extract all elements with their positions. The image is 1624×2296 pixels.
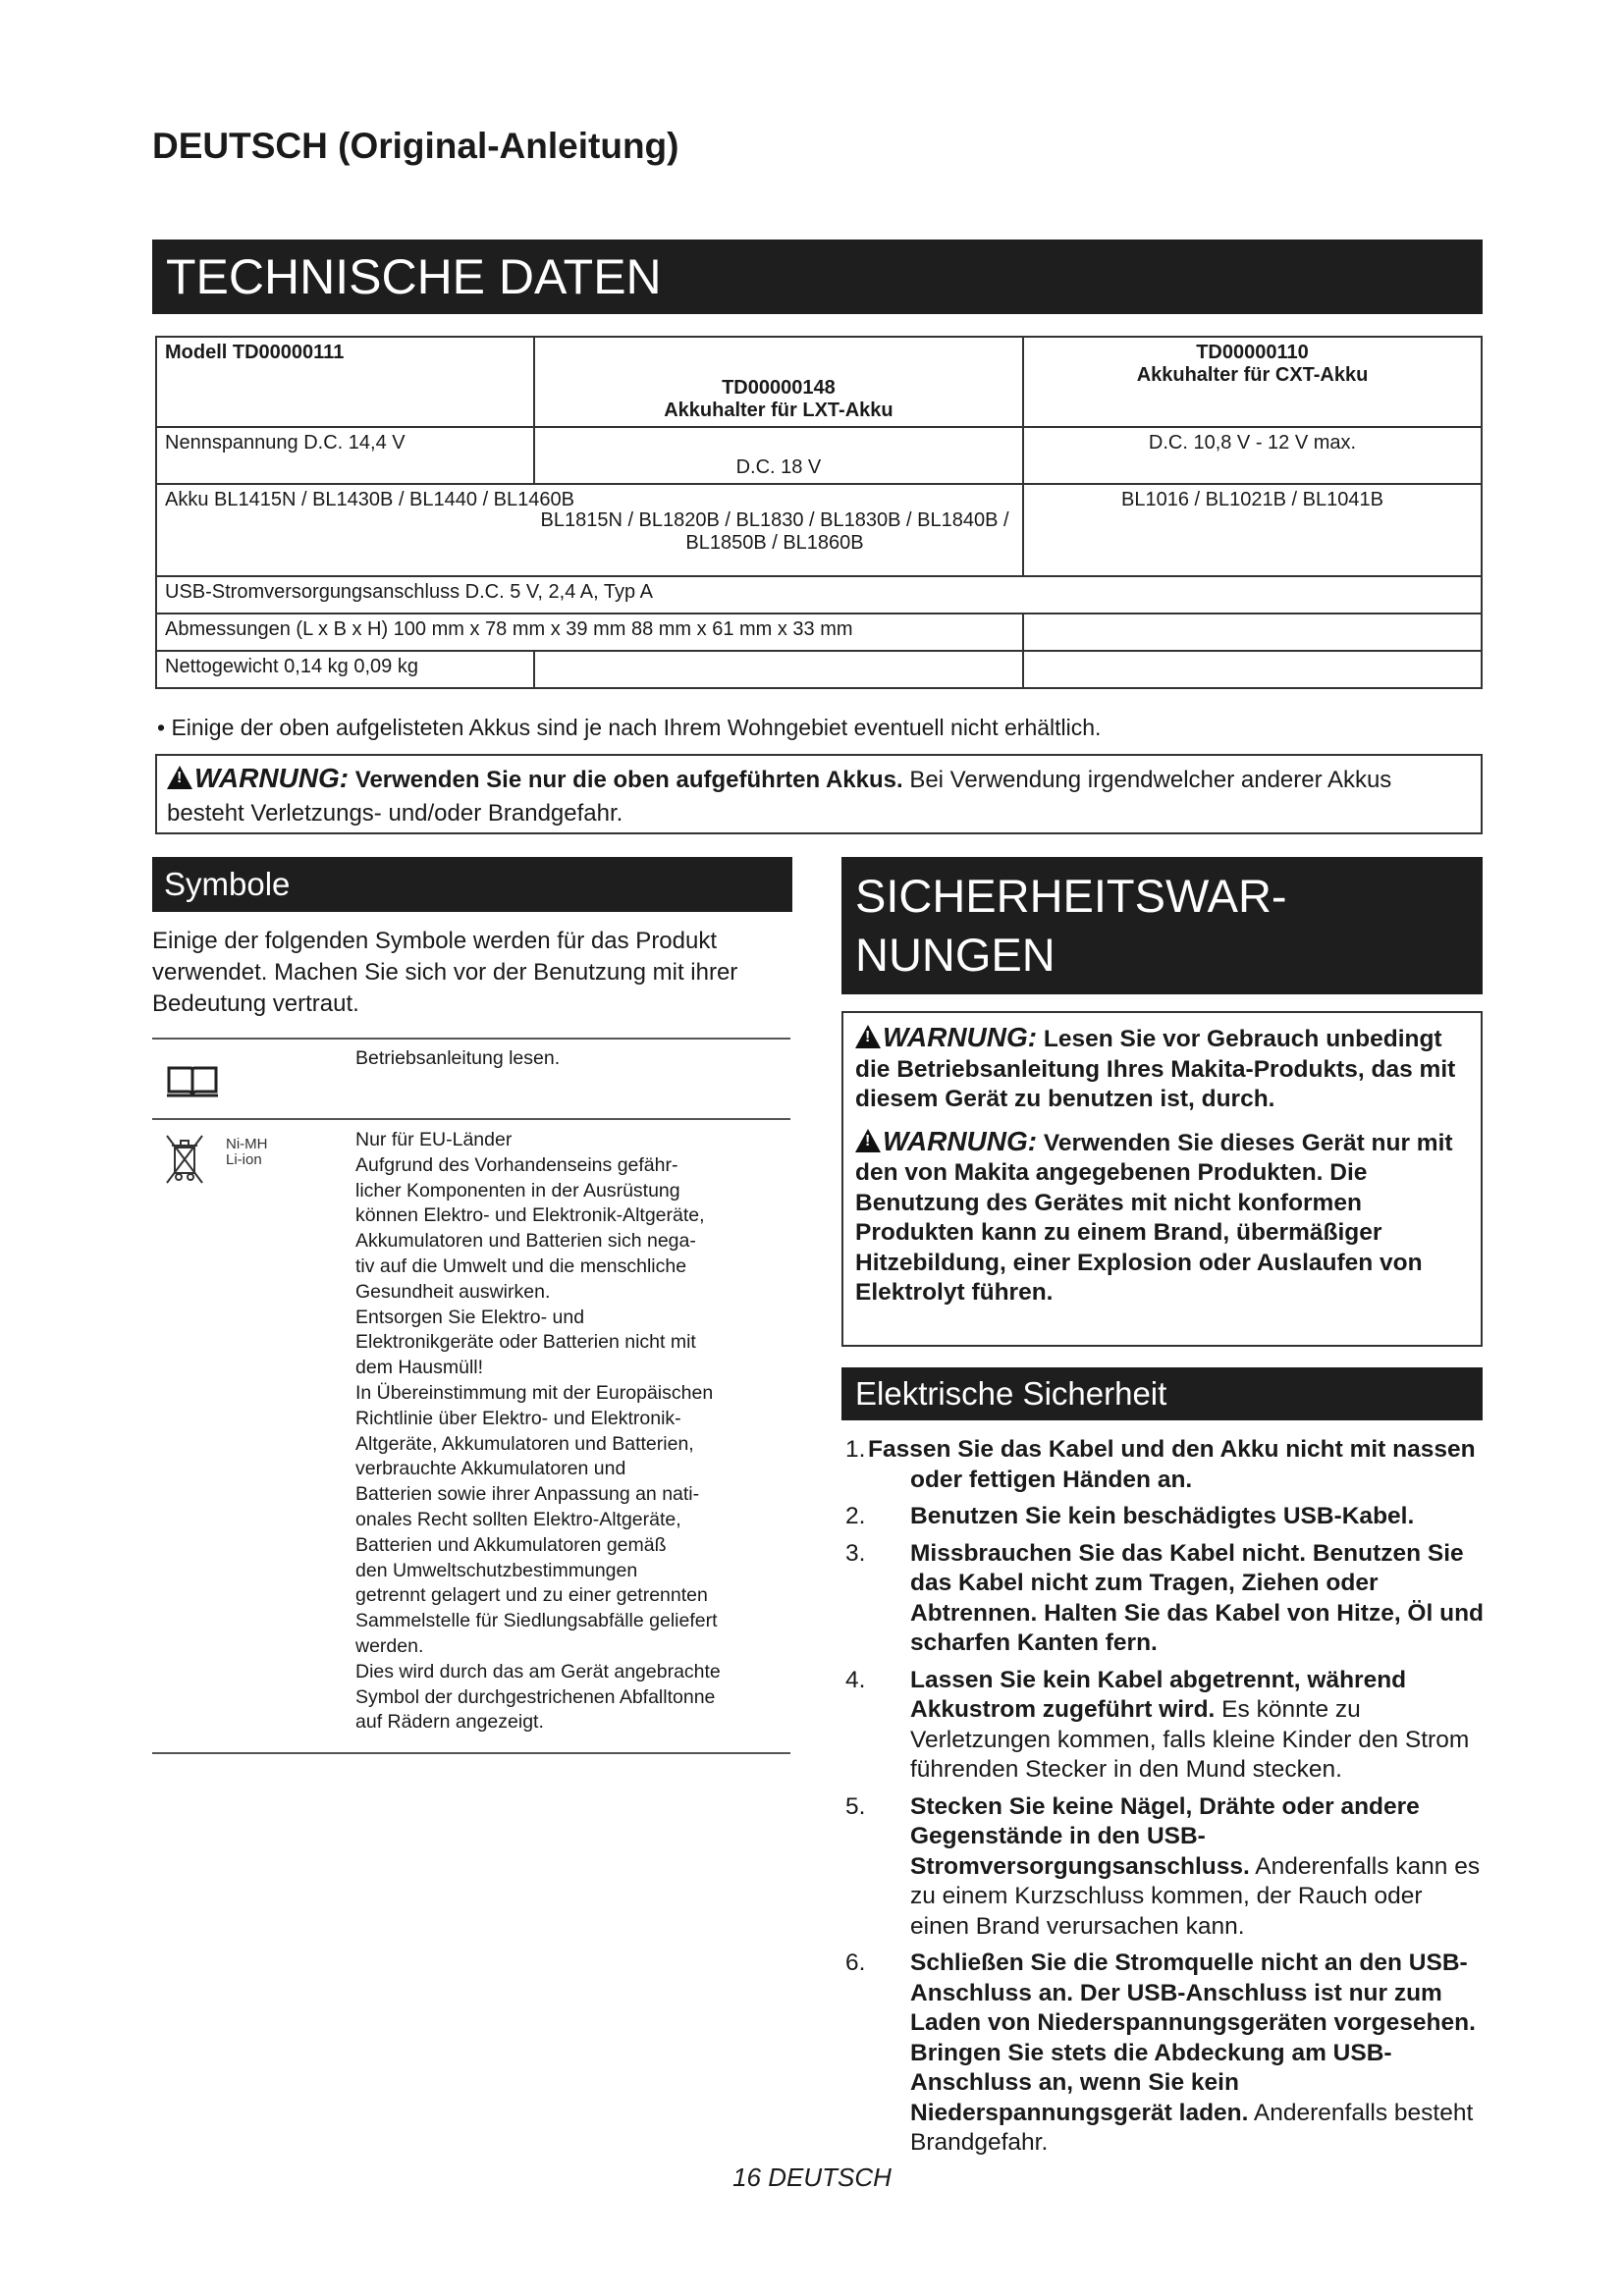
spec-cell: Modell TD00000111 bbox=[156, 337, 534, 427]
table-row bbox=[156, 614, 1482, 651]
spec-cell: Abmessungen (L x B x H) 100 mm x 78 mm x 39 mm 88 mm x 61 mm x 33 mm bbox=[156, 614, 1023, 651]
spec-cell bbox=[1023, 614, 1482, 651]
list-item: 6. Schließen Sie die Stromquelle nicht an den USB-Anschluss an. Der USB-Anschluss ist nur zum Laden von Niederspannungsgeräten vorgesehen. Bringen Sie stets die Abdeckung am USB-Anschluss an, wenn Sie kein Niederspannungsgerät laden. Anderenfalls besteht Brandgefahr. bbox=[845, 1949, 1476, 2156]
symbols-heading: Symbole bbox=[152, 857, 792, 912]
electrical-safety-heading: Elektrische Sicherheit bbox=[841, 1367, 1483, 1420]
weee-description: Nur für EU-Länder Aufgrund des Vorhandenseins gefähr- licher Komponenten in der Ausrüstung können Elektro- und Elektronik-Altgeräte, Akkumulatoren und Batterien sich nega- tiv auf die Umwelt und die menschliche Gesundheit auswirken. Entsorgen Sie Elektro- und Elektronikgeräte oder Batterien nicht mit dem Hausmüll! In Übereinstimmung mit der Europäischen Richtlinie über Elektro- und Elektronik- Altgeräte, Akkumulatoren und Batterien, verbrauchte Akkumulatoren und Batterien sowie ihrer Anpassung an nati- onales Recht sollten Elektro-Altgeräte, Batterien und Akkumulatoren gemäß den Umweltschutzbestimmungen getrennt gelagert und zu einer getrennten Sammelstelle für Siedlungsabfälle geliefert werden. Dies wird durch das am Gerät angebrachte Symbol der durchgestrichenen Abfalltonne auf Rädern angezeigt. bbox=[355, 1129, 721, 1734]
spec-table bbox=[155, 336, 1483, 689]
divider bbox=[152, 1038, 790, 1040]
table-row bbox=[156, 337, 1482, 427]
spec-cell bbox=[1023, 651, 1482, 688]
spec-cell: D.C. 18 V bbox=[534, 427, 1023, 484]
safety-warning-box: !WARNUNG: Lesen Sie vor Gebrauch unbedingt die Betriebsanleitung Ihres Makita-Produkts, das mit diesem Gerät zu benutzen ist, durch. !WARNUNG: Verwenden Sie dieses Gerät nur mit den von Makita angegebenen Produkten. Die Benutzung des Gerätes mit nicht konformen Produkten kann zu einem Brand, übermäßiger Hitzebildung, einer Explosion oder Auslaufen von Elektrolyt führen. bbox=[841, 1011, 1483, 1347]
table-row bbox=[156, 651, 1482, 688]
language-title: DEUTSCH (Original-Anleitung) bbox=[152, 126, 679, 166]
spec-cell: TD00000148 Akkuhalter für LXT-Akku bbox=[534, 337, 1023, 427]
symbols-intro: Einige der folgenden Symbole werden für das Produkt verwendet. Machen Sie sich vor der Benutzung mit ihrer Bedeutung vertraut. bbox=[152, 928, 738, 1017]
warning-icon bbox=[855, 1025, 881, 1048]
safety-warnings-heading: SICHERHEITSWAR- NUNGEN bbox=[841, 857, 1483, 994]
crossed-bin-icon bbox=[165, 1132, 204, 1192]
table-row bbox=[156, 427, 1482, 484]
battery-type-label: Ni-MH Li-ion bbox=[226, 1136, 268, 1168]
spec-cell: D.C. 10,8 V - 12 V max. bbox=[1023, 427, 1482, 484]
spec-cell: BL1016 / BL1021B / BL1041B bbox=[1023, 484, 1482, 576]
list-item: 5. Stecken Sie keine Nägel, Drähte oder andere Gegenstände in den USB-Stromversorgungsanschluss. Anderenfalls kann es zu einem Kurzschluss kommen, der Rauch oder einen Brand verursachen kann. bbox=[845, 1792, 1481, 1940]
warning-icon bbox=[167, 766, 192, 789]
table-row bbox=[156, 484, 1482, 576]
spec-cell: USB-Stromversorgungsanschluss D.C. 5 V, 2,4 A, Typ A bbox=[156, 576, 1482, 614]
list-item: 4. Lassen Sie kein Kabel abgetrennt, während Akkustrom zugeführt wird. Es könnte zu Verletzungen kommen, falls kleine Kinder den Strom führenden Stecker in den Mund stecken. bbox=[845, 1666, 1470, 1783]
spec-cell: Nennspannung D.C. 14,4 V bbox=[156, 427, 534, 484]
spec-cell bbox=[534, 651, 1023, 688]
warning-icon bbox=[855, 1129, 881, 1152]
list-item: 3. Missbrauchen Sie das Kabel nicht. Benutzen Sie das Kabel nicht zum Tragen, Ziehen oder Abtrennen. Halten Sie das Kabel von Hitze, Öl und scharfen Kanten fern. bbox=[845, 1539, 1485, 1656]
electrical-safety-list bbox=[841, 1435, 1485, 2165]
spec-cell: Nettogewicht 0,14 kg 0,09 kg bbox=[156, 651, 534, 688]
spec-cell: Akku BL1415N / BL1430B / BL1440 / BL1460B BL1815N / BL1820B / BL1830 / BL1830B / BL1840B / BL1850B / BL1860B bbox=[156, 484, 1023, 576]
divider bbox=[152, 1752, 790, 1754]
page-footer: 16 DEUTSCH bbox=[732, 2163, 892, 2192]
availability-note: • Einige der oben aufgelisteten Akkus sind je nach Ihrem Wohngebiet eventuell nicht erhältlich. bbox=[157, 715, 1102, 740]
table-row bbox=[156, 576, 1482, 614]
book-icon bbox=[165, 1062, 220, 1102]
spec-cell: TD00000110 Akkuhalter für CXT-Akku bbox=[1023, 337, 1482, 427]
list-item: 2. Benutzen Sie kein beschädigtes USB-Kabel. bbox=[845, 1503, 1415, 1529]
technical-data-heading: TECHNISCHE DATEN bbox=[152, 240, 1483, 314]
symbol-description: Betriebsanleitung lesen. bbox=[355, 1047, 561, 1069]
divider bbox=[152, 1118, 790, 1120]
battery-warning-box: !WARNUNG: Verwenden Sie nur die oben aufgeführten Akkus. Bei Verwendung irgendwelcher anderer Akkus besteht Verletzungs- und/oder Brandgefahr. bbox=[155, 754, 1483, 834]
list-item: 1. Fassen Sie das Kabel und den Akku nicht mit nassen oder fettigen Händen an. bbox=[845, 1436, 1476, 1493]
